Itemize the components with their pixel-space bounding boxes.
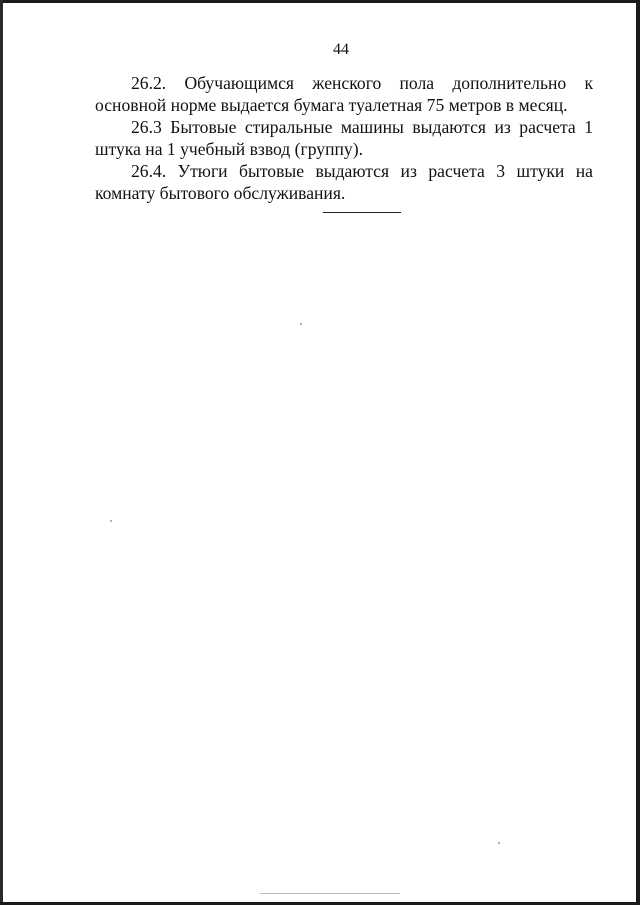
page-number: 44 [333,41,349,58]
scan-border-left [0,0,3,905]
scan-bottom-artifact [260,893,400,894]
document-body [95,72,593,204]
scan-speck [300,323,302,325]
scan-border-right [636,0,640,905]
scan-speck [110,520,112,522]
scan-speck [498,842,500,844]
scan-border-top [0,0,640,3]
paragraph-26-4: 26.4. Утюги бытовые выдаются из расчета 3 штуки на комнату бытового обслуживания. [95,161,593,203]
end-of-text-rule [323,212,401,213]
paragraph-26-2: 26.2. Обучающимся женского пола дополнительно к основной норме выдается бумага туалетная 75 метров в месяц. [95,73,593,115]
paragraph-26-3: 26.3 Бытовые стиральные машины выдаются из расчета 1 штука на 1 учебный взвод (группу). [95,117,593,159]
